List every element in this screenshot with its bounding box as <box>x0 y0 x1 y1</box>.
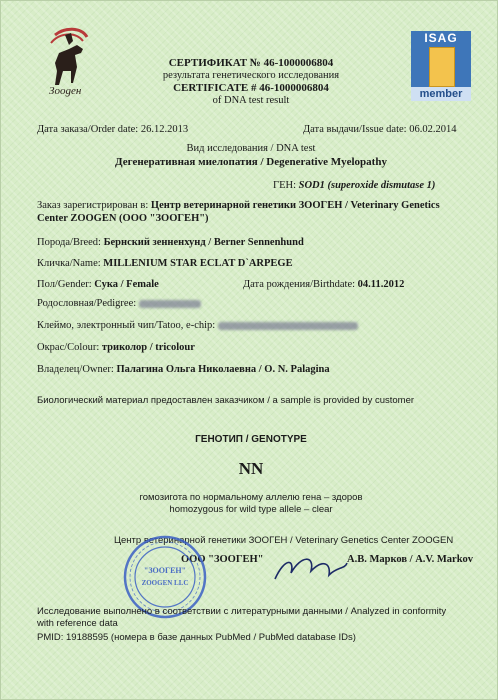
signature-scribble-icon <box>271 549 351 589</box>
genotype-desc-ru: гомозигота по нормальному аллелю гена – здоров <box>139 492 363 503</box>
sample-note: Биологический материал предоставлен заказчиком / a sample is provided by customer <box>37 395 415 406</box>
birthdate <box>243 279 404 291</box>
center-line1: Центр ветеринарной генетики ЗООГЕН / Veterinary Genetics <box>150 200 440 211</box>
gender <box>37 279 159 291</box>
isag-emblem-icon <box>429 47 455 87</box>
tattoo <box>37 320 358 332</box>
footer-line1: Исследование выполнено в соответствии с литературными данными / Analyzed in conformity <box>37 606 447 617</box>
gene-label: ГЕН: <box>273 180 296 191</box>
registered-label: Заказ зарегистрирован в: <box>37 200 149 211</box>
birthdate-value: 04.11.2012 <box>357 279 405 290</box>
breed-label: Порода/Breed: <box>37 237 101 248</box>
logo-text: Зоogен <box>49 85 82 97</box>
tattoo-redacted <box>218 322 358 330</box>
gender-value: Сука / Female <box>94 279 159 290</box>
gender-label: Пол/Gender: <box>37 279 92 290</box>
genotype-label: ГЕНОТИП / GENOTYPE <box>195 434 307 445</box>
issue-date <box>303 124 456 136</box>
owner-label: Владелец/Owner: <box>37 364 114 375</box>
zoogen-logo <box>25 23 115 103</box>
order-date-value: 26.12.2013 <box>140 124 189 135</box>
order-date-label: Дата заказа/Order date: <box>37 124 139 135</box>
colour-value: триколор / tricolour <box>101 342 195 353</box>
isag-badge <box>411 31 471 101</box>
stamp-text-en: ZOOGEN LLC <box>141 579 189 587</box>
owner <box>37 364 330 376</box>
pedigree <box>37 298 201 310</box>
name-value: MILLENIUM STAR ECLAT D`ARPEGE <box>103 258 293 269</box>
test-name: Дегенеративная миелопатия / Degenerative Myelopathy <box>115 156 387 168</box>
colour <box>37 342 195 354</box>
footer-line2: with reference data <box>37 618 118 629</box>
isag-box <box>411 31 471 87</box>
breed-value: Бернский зенненхунд / Berner Sennenhund <box>103 237 304 248</box>
gene-value: SOD1 (superoxide dismutase 1) <box>298 180 436 191</box>
signature-center-line: Центр ветеринарной генетики ЗООГЕН / Veterinary Genetics Center ZOOGEN <box>114 535 454 546</box>
signer-name: А.В. Марков / A.V. Markov <box>347 554 474 565</box>
genotype-desc-en: homozygous for wild type allele – clear <box>169 504 333 515</box>
dog-name <box>37 258 293 270</box>
colour-label: Окрас/Colour: <box>37 342 100 353</box>
birthdate-label: Дата рождения/Birthdate: <box>243 279 356 290</box>
title-ru: СЕРТИФИКАТ № 46-1000006804 <box>168 57 334 69</box>
title-en: CERTIFICATE # 46-1000006804 <box>173 82 329 94</box>
issue-date-label: Дата выдачи/Issue date: <box>303 124 407 135</box>
pedigree-label: Родословная/Pedigree: <box>37 298 137 309</box>
isag-member-label: member <box>411 87 471 101</box>
breed <box>37 237 304 249</box>
tattoo-label: Клеймо, электронный чип/Tatoo, e-chip: <box>37 320 216 331</box>
subtitle-ru: результата генетического исследования <box>162 70 340 81</box>
isag-label: ISAG <box>424 31 458 45</box>
stamp-text-ru: "ЗООГЕН" <box>143 566 187 575</box>
registered-line <box>37 200 440 212</box>
pedigree-redacted <box>139 300 201 308</box>
center-line2: Center ZOOGEN (ООО "ЗООГЕН") <box>37 213 209 224</box>
genotype-value: NN <box>238 459 264 478</box>
name-label: Кличка/Name: <box>37 258 101 269</box>
order-date <box>37 124 188 136</box>
owner-value: Палагина Ольга Николаевна / O. N. Palagina <box>116 364 330 375</box>
test-kind: Вид исследования / DNA test <box>186 143 316 154</box>
subtitle-en: of DNA test result <box>212 95 290 106</box>
company-name: ООО "ЗООГЕН" <box>181 554 264 565</box>
gene <box>273 180 435 192</box>
footer-line3: PMID: 19188595 (номера в базе данных PubMed / PubMed database IDs) <box>37 632 356 643</box>
issue-date-value: 06.02.2014 <box>409 124 457 135</box>
